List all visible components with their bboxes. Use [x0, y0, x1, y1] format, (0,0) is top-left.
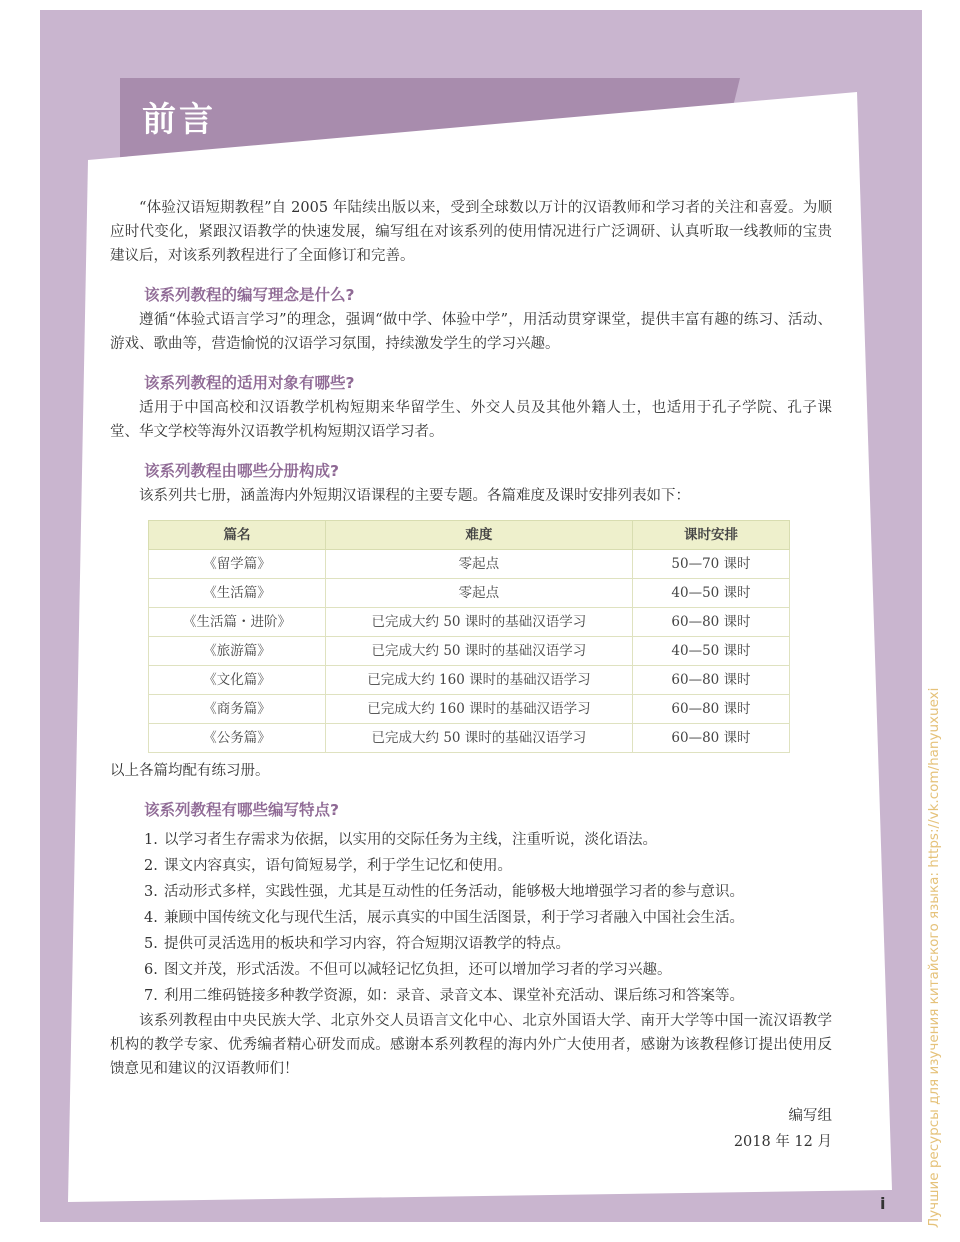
item-number: 5.	[144, 936, 158, 952]
preface-content	[110, 196, 832, 1155]
table-cell: 40—50 课时	[632, 637, 789, 666]
signature-block	[110, 1103, 832, 1155]
item-text: 图文并茂，形式活泼。不但可以减轻记忆负担，还可以增加学习者的学习兴趣。	[164, 962, 672, 978]
table-cell: 50—70 课时	[632, 550, 789, 579]
table-cell: 60—80 课时	[632, 666, 789, 695]
item-number: 2.	[144, 858, 158, 874]
table-header: 课时安排	[632, 521, 789, 550]
table-cell: 零起点	[325, 550, 632, 579]
signature-author: 编写组	[788, 1108, 832, 1124]
item-number: 7.	[144, 988, 158, 1004]
item-number: 3.	[144, 884, 158, 900]
table-row	[149, 724, 790, 753]
item-text: 课文内容真实，语句简短易学，利于学生记忆和使用。	[164, 858, 512, 874]
table-row	[149, 666, 790, 695]
item-number: 4.	[144, 910, 158, 926]
table-cell: 40—50 课时	[632, 579, 789, 608]
signature-date: 2018 年 12 月	[733, 1134, 832, 1150]
table-cell: 60—80 课时	[632, 695, 789, 724]
section-text: 该系列共七册，涵盖海内外短期汉语课程的主要专题。各篇难度及课时安排列表如下：	[139, 488, 690, 504]
item-text: 兼顾中国传统文化与现代生活，展示真实的中国生活图景，利于学习者融入中国社会生活。	[164, 910, 744, 926]
table-cell: 《商务篇》	[149, 695, 326, 724]
item-number: 1.	[144, 832, 158, 848]
list-item	[144, 905, 832, 931]
table-cell: 《留学篇》	[149, 550, 326, 579]
section-heading: 该系列教程有哪些编写特点?	[144, 801, 339, 819]
table-cell: 零起点	[325, 579, 632, 608]
table-cell: 已完成大约 160 课时的基础汉语学习	[325, 666, 632, 695]
section-heading: 该系列教程的编写理念是什么?	[144, 286, 355, 304]
item-text: 利用二维码链接多种教学资源，如：录音、录音文本、课堂补充活动、课后练习和答案等。	[164, 988, 744, 1004]
list-item	[144, 983, 832, 1009]
table-header-row	[149, 521, 790, 550]
item-text: 活动形式多样，实践性强，尤其是互动性的任务活动，能够极大地增强学习者的参与意识。	[164, 884, 744, 900]
table-cell: 已完成大约 50 课时的基础汉语学习	[325, 608, 632, 637]
table-cell: 《生活篇》	[149, 579, 326, 608]
table-cell: 《旅游篇》	[149, 637, 326, 666]
table-cell: 已完成大约 160 课时的基础汉语学习	[325, 695, 632, 724]
list-item	[144, 957, 832, 983]
intro-paragraph: “体验汉语短期教程”自 2005 年陆续出版以来，受到全球数以万计的汉语教师和学习者的关注和喜爱。为顺应时代变化，紧跟汉语教学的快速发展，编写组在对该系列的使用情况进行广泛调研、认真听取一线教师的宝贵建议后，对该系列教程进行了全面修订和完善。	[110, 200, 832, 264]
list-item	[144, 931, 832, 957]
table-header: 篇名	[149, 521, 326, 550]
list-item	[144, 879, 832, 905]
page-number: i	[880, 1194, 886, 1213]
features-list	[144, 827, 832, 1009]
table-cell: 已完成大约 50 课时的基础汉语学习	[325, 724, 632, 753]
table-row	[149, 637, 790, 666]
table-row	[149, 579, 790, 608]
watermark-text: Лучшие ресурсы для изучения китайского языка: https://vk.com/hanyuxuexi	[926, 687, 942, 1228]
section-text: 遵循“体验式语言学习”的理念，强调“做中学、体验中学”，用活动贯穿课堂，提供丰富有趣的练习、活动、游戏、歌曲等，营造愉悦的汉语学习氛围，持续激发学生的学习兴趣。	[110, 312, 832, 352]
table-cell: 60—80 课时	[632, 608, 789, 637]
list-item	[144, 827, 832, 853]
item-text: 以学习者生存需求为依据，以实用的交际任务为主线，注重听说，淡化语法。	[164, 832, 657, 848]
table-cell: 《文化篇》	[149, 666, 326, 695]
table-cell: 已完成大约 50 课时的基础汉语学习	[325, 637, 632, 666]
section-text: 适用于中国高校和汉语教学机构短期来华留学生、外交人员及其他外籍人士，也适用于孔子学院、孔子课堂、华文学校等海外汉语教学机构短期汉语学习者。	[110, 400, 832, 440]
workbook-note: 以上各篇均配有练习册。	[110, 763, 270, 779]
item-number: 6.	[144, 962, 158, 978]
item-text: 提供可灵活选用的板块和学习内容，符合短期汉语教学的特点。	[164, 936, 570, 952]
table-row	[149, 608, 790, 637]
table-row	[149, 550, 790, 579]
table-cell: 《生活篇・进阶》	[149, 608, 326, 637]
closing-paragraph: 该系列教程由中央民族大学、北京外交人员语言文化中心、北京外国语大学、南开大学等中国一流汉语教学机构的教学专家、优秀编者精心研发而成。感谢本系列教程的海内外广大使用者，感谢为该教程修订提出使用反馈意见和建议的汉语教师们！	[110, 1013, 832, 1077]
section-heading: 该系列教程由哪些分册构成?	[144, 462, 339, 480]
table-header: 难度	[325, 521, 632, 550]
table-row	[149, 695, 790, 724]
table-cell: 60—80 课时	[632, 724, 789, 753]
list-item	[144, 853, 832, 879]
table-cell: 《公务篇》	[149, 724, 326, 753]
volume-table	[148, 520, 790, 753]
section-heading: 该系列教程的适用对象有哪些?	[144, 374, 355, 392]
page-title: 前言	[142, 100, 216, 140]
